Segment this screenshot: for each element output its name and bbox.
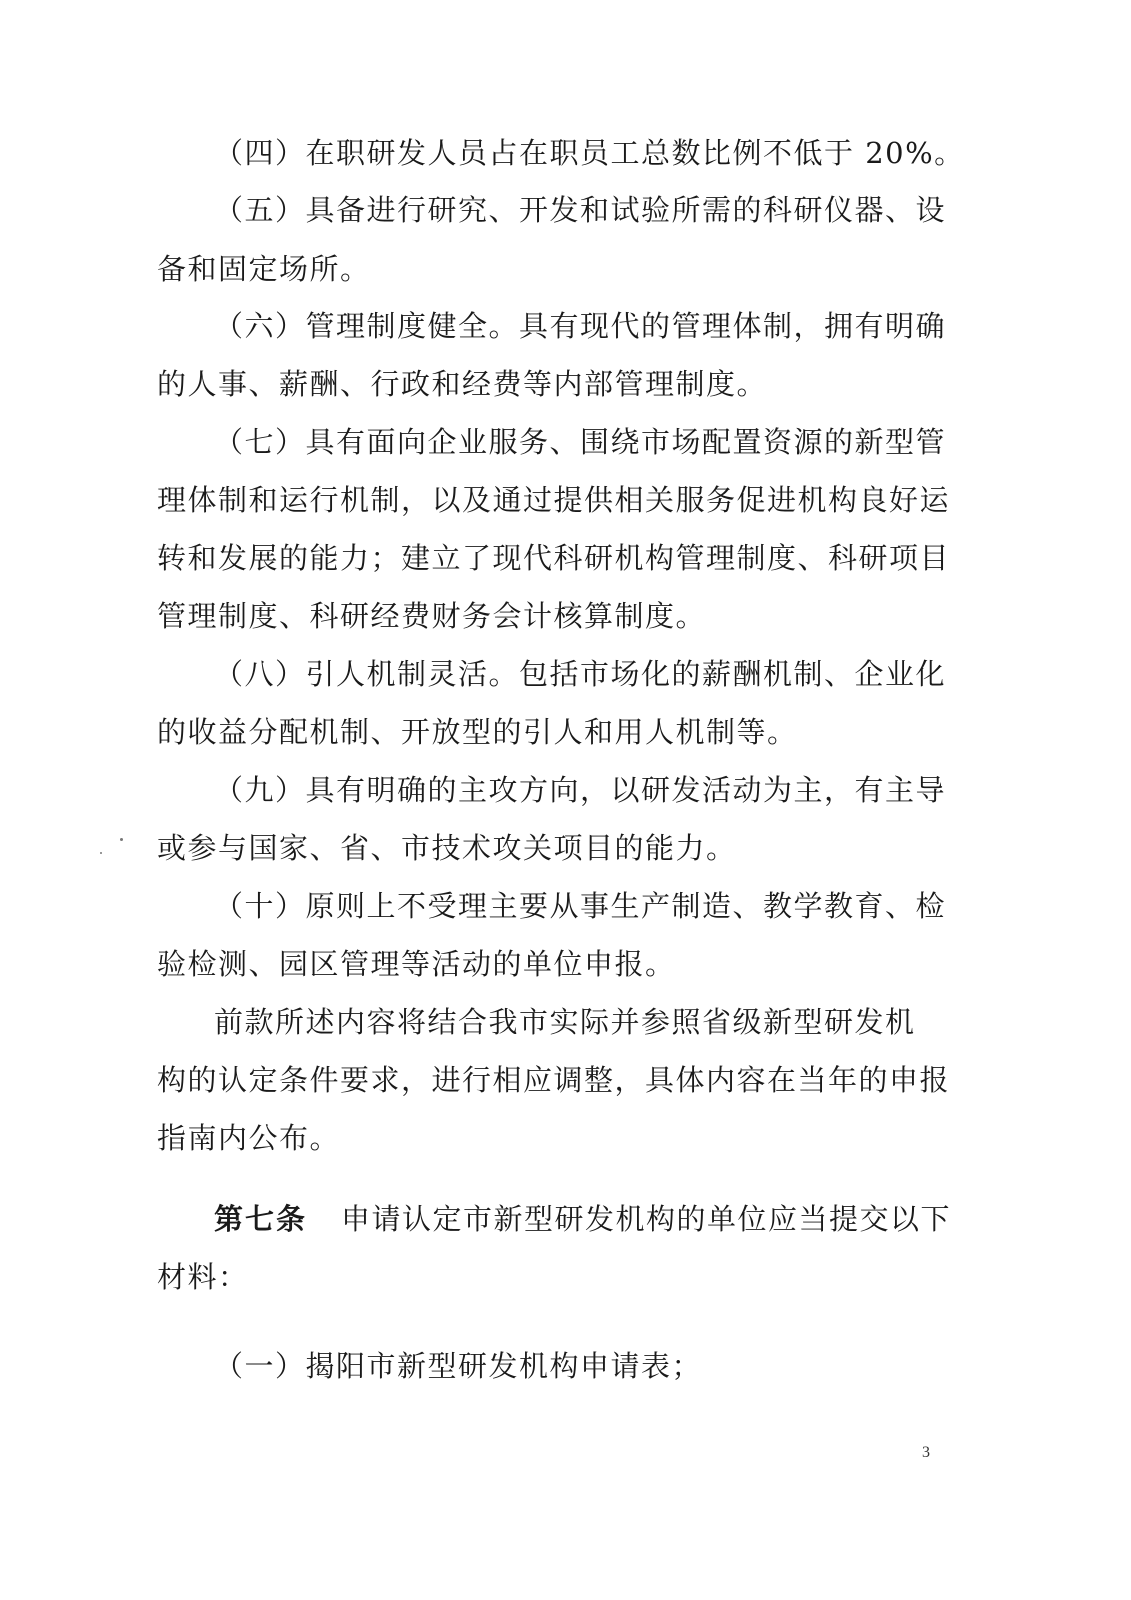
- paragraph-line-1: 前款所述内容将结合我市实际并参照省级新型研发机: [214, 1005, 916, 1039]
- item-4: （四）在职研发人员占在职员工总数比例不低于 20%。: [214, 136, 965, 170]
- article-7-label: 第七条: [214, 1202, 308, 1236]
- item-8-line-2: 的收益分配机制、开放型的引人和用人机制等。: [157, 715, 798, 749]
- item-7-line-1: （七）具有面向企业服务、围绕市场配置资源的新型管: [214, 425, 947, 459]
- item-10-line-2: 验检测、园区管理等活动的单位申报。: [157, 947, 676, 981]
- article-7-item-1: （一）揭阳市新型研发机构申请表；: [214, 1349, 703, 1383]
- scan-speck: [100, 852, 102, 854]
- item-6-line-2: 的人事、薪酬、行政和经费等内部管理制度。: [157, 367, 768, 401]
- item-10-line-1: （十）原则上不受理主要从事生产制造、教学教育、检: [214, 889, 947, 923]
- item-9-line-2: 或参与国家、省、市技术攻关项目的能力。: [157, 831, 737, 865]
- item-9-line-1: （九）具有明确的主攻方向，以研发活动为主，有主导: [214, 773, 947, 807]
- item-7-line-4: 管理制度、科研经费财务会计核算制度。: [157, 599, 707, 633]
- paragraph-line-3: 指南内公布。: [157, 1121, 341, 1155]
- article-7-line-1: [214, 1199, 952, 1239]
- item-7-line-3: 转和发展的能力；建立了现代科研机构管理制度、科研项目: [157, 541, 951, 575]
- item-6-line-1: （六）管理制度健全。具有现代的管理体制，拥有明确: [214, 309, 947, 343]
- item-7-line-2: 理体制和运行机制，以及通过提供相关服务促进机构良好运: [157, 483, 951, 517]
- item-8-line-1: （八）引人机制灵活。包括市场化的薪酬机制、企业化: [214, 657, 947, 691]
- scan-speck: [120, 838, 123, 841]
- item-5-line-2: 备和固定场所。: [157, 252, 371, 286]
- article-7-line-2: 材料：: [157, 1260, 249, 1294]
- page-number: 3: [922, 1444, 930, 1461]
- article-7-text: 申请认定市新型研发机构的单位应当提交以下: [341, 1202, 952, 1236]
- paragraph-line-2: 构的认定条件要求，进行相应调整，具体内容在当年的申报: [157, 1063, 951, 1097]
- item-5-line-1: （五）具备进行研究、开发和试验所需的科研仪器、设: [214, 193, 947, 227]
